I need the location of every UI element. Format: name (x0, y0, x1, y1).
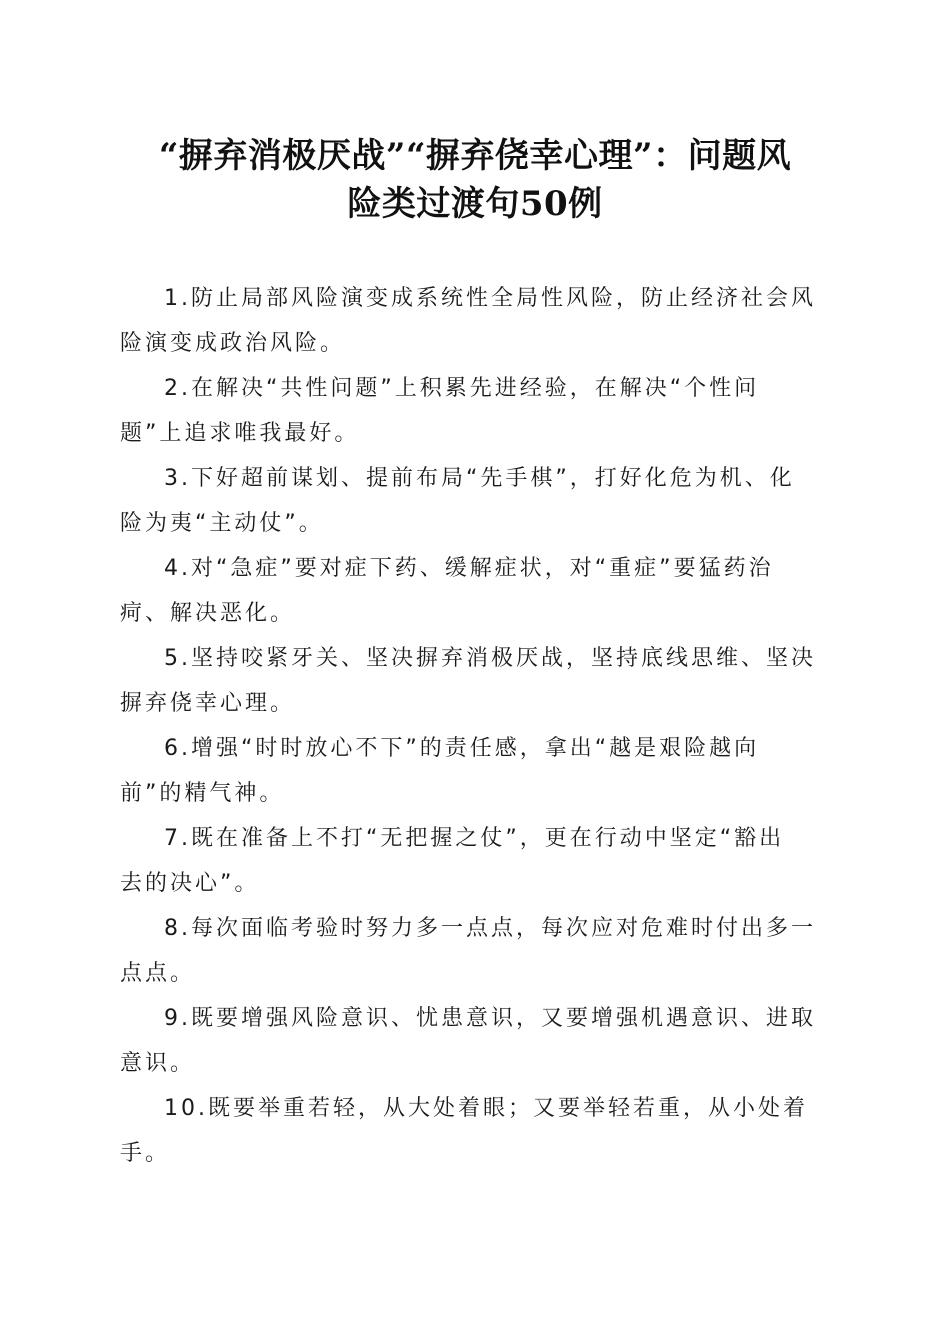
item-line: 8.每次面临考验时努力多一点点，每次应对危难时付出多一 (164, 916, 816, 941)
list-item (120, 816, 822, 906)
list-item (120, 726, 822, 816)
item-line: 6.增强“时时放心不下”的责任感，拿出“越是艰险越向 (164, 736, 760, 761)
item-line: 手。 (120, 1141, 171, 1166)
item-line: 4.对“急症”要对症下药、缓解症状，对“重症”要猛药治 (164, 556, 774, 581)
list-item (120, 996, 822, 1086)
list-item (120, 1086, 822, 1176)
list-item (120, 276, 822, 366)
transition-sentence-list (120, 276, 822, 1176)
item-line: 7.既在准备上不打“无把握之仗”，更在行动中坚定“豁出 (164, 826, 785, 851)
item-line: 3.下好超前谋划、提前布局“先手棋”，打好化危为机、化 (164, 466, 795, 491)
list-item (120, 366, 822, 456)
list-item (120, 636, 822, 726)
item-line: 去的决心”。 (120, 871, 260, 896)
item-line: 意识。 (120, 1051, 196, 1076)
item-line: 疴、解决恶化。 (120, 601, 296, 626)
item-line: 2.在解决“共性问题”上积累先进经验，在解决“个性问 (164, 376, 760, 401)
item-line: 题”上追求唯我最好。 (120, 421, 360, 446)
item-line: 前”的精气神。 (120, 781, 285, 806)
list-item (120, 456, 822, 546)
item-line: 10.既要举重若轻，从大处着眼；又要举轻若重，从小处着 (164, 1096, 808, 1121)
item-line: 险演变成政治风险。 (120, 331, 346, 356)
item-line: 9.既要增强风险意识、忧患意识，又要增强机遇意识、进取 (164, 1006, 816, 1031)
item-line: 摒弃侥幸心理。 (120, 691, 296, 716)
item-line: 点点。 (120, 961, 196, 986)
title-line-1: “摒弃消极厌战”“摒弃侥幸心理”：问题风 (158, 136, 792, 176)
list-item (120, 906, 822, 996)
item-line: 险为夷“主动仗”。 (120, 511, 324, 536)
item-line: 1.防止局部风险演变成系统性全局性风险，防止经济社会风 (164, 286, 816, 311)
item-line: 5.坚持咬紧牙关、坚决摒弃消极厌战，坚持底线思维、坚决 (164, 646, 816, 671)
title-line-2: 险类过渡句50例 (347, 184, 603, 224)
document-title (120, 132, 830, 228)
list-item (120, 546, 822, 636)
